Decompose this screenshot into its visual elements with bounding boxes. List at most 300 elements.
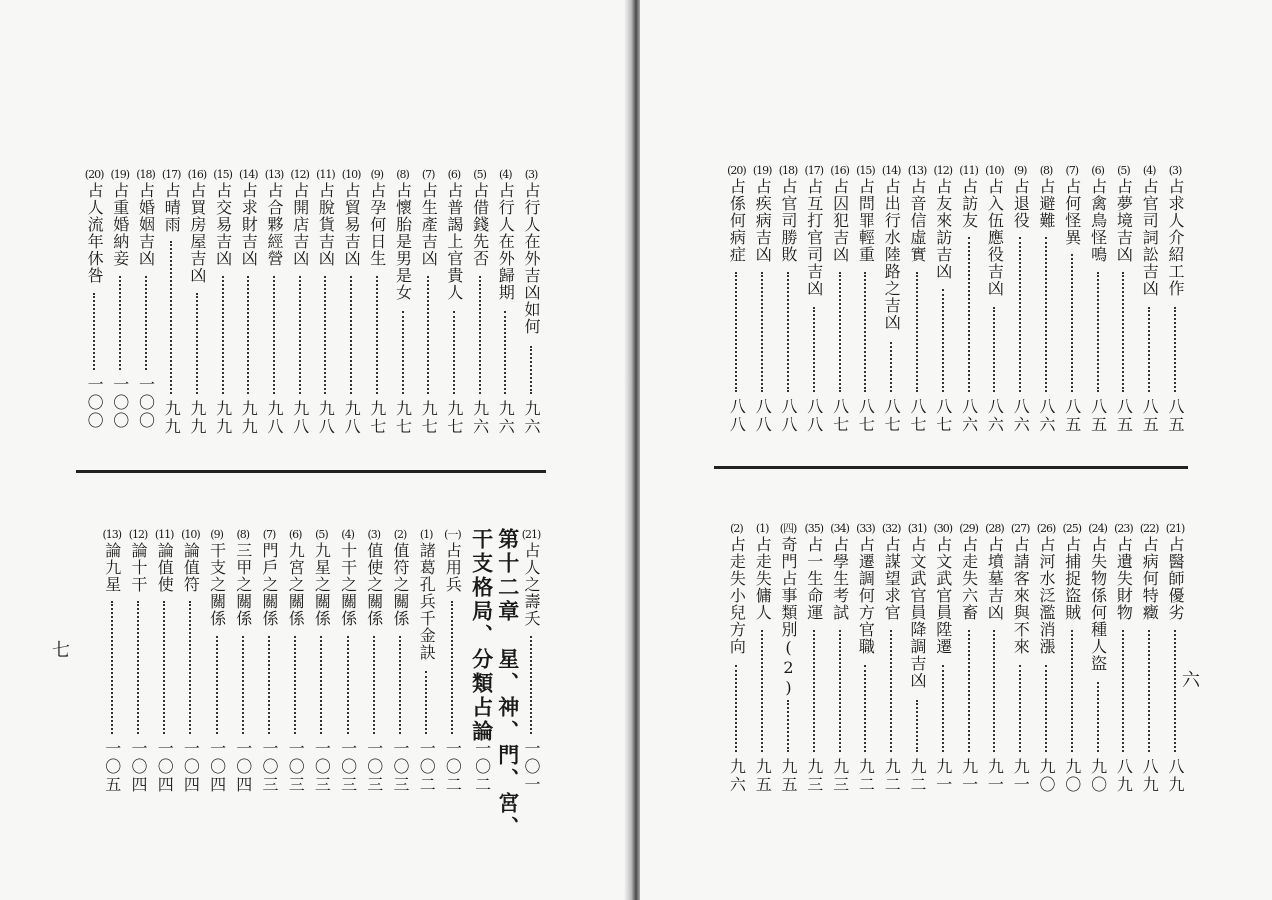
entry-number: (9) xyxy=(370,168,384,181)
entry-title: 占禽鳥怪鳴 xyxy=(1088,178,1108,263)
leader-dots xyxy=(1045,665,1047,753)
toc-entry xyxy=(880,522,902,806)
toc-entry xyxy=(751,164,773,446)
leader-dots xyxy=(968,237,970,393)
entry-title: 諸葛孔兵千金訣 xyxy=(417,542,437,661)
entry-number: (5) xyxy=(315,528,328,541)
entry-title: 占互打官司吉凶 xyxy=(804,178,824,297)
entry-page: 九六 xyxy=(496,400,516,436)
entry-title: 奇門占事類別(2) xyxy=(779,536,798,698)
toc-entry xyxy=(179,528,201,812)
entry-title: 三甲之關係 xyxy=(233,542,253,627)
entry-number: (11) xyxy=(959,164,978,177)
entry-page: 一〇二 xyxy=(417,740,437,794)
chapter-heading xyxy=(468,528,496,812)
entry-title: 占問罪輕重 xyxy=(856,178,876,263)
leader-dots xyxy=(1045,237,1047,393)
entry-title: 占行人在外吉凶如何 xyxy=(522,182,541,335)
chapter-heading xyxy=(494,528,522,840)
entry-title: 占疾病吉凶 xyxy=(753,178,773,263)
leader-dots xyxy=(1148,630,1150,753)
entry-title: 論值使 xyxy=(155,542,175,593)
entry-page: 一〇二 xyxy=(472,740,492,794)
entry-title: 占借錢先否 xyxy=(470,182,490,267)
entry-page: 八五 xyxy=(1166,398,1185,434)
entry-page: 九〇 xyxy=(1037,758,1056,794)
toc-entry xyxy=(310,528,332,812)
toc-entry xyxy=(880,164,902,446)
entry-title: 占學生考試 xyxy=(830,536,850,621)
entry-number: (4) xyxy=(341,528,354,541)
entry-page: 一〇二 xyxy=(443,740,463,794)
entry-page: 九八 xyxy=(290,400,310,436)
entry-number: (2) xyxy=(393,528,407,541)
entry-page: 九五 xyxy=(779,758,798,794)
toc-entry xyxy=(829,522,851,806)
toc-entry xyxy=(212,168,234,448)
toc-entry xyxy=(441,528,463,812)
entry-number: (6) xyxy=(1091,164,1104,177)
entry-title: 占遷調何方官職 xyxy=(856,536,876,655)
entry-number: (12) xyxy=(933,164,953,177)
entry-page: 九一 xyxy=(933,758,953,794)
toc-entry xyxy=(186,168,208,448)
toc-entry xyxy=(777,522,799,806)
leader-dots xyxy=(813,630,815,753)
leader-dots xyxy=(735,665,737,753)
entry-page: 八六 xyxy=(985,398,1005,434)
entry-number: (27) xyxy=(1010,522,1030,535)
leader-dots xyxy=(373,636,375,735)
toc-entry xyxy=(1087,164,1109,446)
toc-entry xyxy=(983,522,1005,806)
entry-title: 占失物係何種人盜 xyxy=(1088,536,1108,672)
entry-page: 九一 xyxy=(959,758,979,794)
leader-dots xyxy=(427,276,429,395)
entry-page: 九二 xyxy=(908,758,927,794)
entry-page: 八五 xyxy=(1140,398,1160,434)
leader-dots xyxy=(350,276,352,395)
toc-entry xyxy=(135,168,157,448)
toc-entry xyxy=(366,168,388,448)
entry-title: 占懷胎是男是女 xyxy=(393,182,413,301)
entry-page: 九〇 xyxy=(1062,758,1082,794)
entry-title: 占買房屋吉凶 xyxy=(187,182,207,284)
toc-entry xyxy=(469,168,491,448)
leader-dots xyxy=(145,276,147,371)
toc-entry xyxy=(1009,522,1031,806)
toc-entry xyxy=(109,168,131,448)
left-page xyxy=(0,0,632,900)
entry-number: (20) xyxy=(727,164,746,177)
toc-entry xyxy=(958,164,980,446)
entry-page: 一〇三 xyxy=(338,740,358,794)
toc-entry xyxy=(289,168,311,448)
leader-dots xyxy=(320,636,322,735)
entry-title: 占文武官員降調吉凶 xyxy=(908,536,927,689)
entry-page: 九三 xyxy=(804,758,824,794)
entry-page: 一〇三 xyxy=(391,740,410,794)
toc-entry xyxy=(494,168,516,448)
entry-number: (18) xyxy=(136,168,155,181)
entry-title: 九宮之關係 xyxy=(286,542,306,627)
entry-page: 八七 xyxy=(908,398,927,434)
leader-dots xyxy=(1071,630,1073,753)
entry-title: 占貿易吉凶 xyxy=(342,182,362,267)
toc-entry xyxy=(232,528,254,812)
entry-page: 八五 xyxy=(1088,398,1108,434)
entry-page: 一〇四 xyxy=(207,740,227,794)
entry-title: 論值符 xyxy=(181,542,201,593)
toc-entry xyxy=(83,168,105,448)
leader-dots xyxy=(425,671,427,735)
entry-title: 占遺失財物 xyxy=(1114,536,1134,621)
entry-page: 八七 xyxy=(856,398,876,434)
page-number: 六 xyxy=(1182,670,1200,691)
entry-number: (28) xyxy=(985,522,1004,535)
entry-number: (14) xyxy=(881,164,901,177)
toc-entry xyxy=(906,522,928,806)
toc-entry xyxy=(415,528,437,812)
entry-title: 占入伍應役吉凶 xyxy=(985,178,1005,297)
entry-page: 八七 xyxy=(882,398,902,434)
leader-dots xyxy=(93,293,95,370)
entry-page: 一〇五 xyxy=(102,740,122,794)
toc-entry xyxy=(1112,164,1134,446)
entry-title: 占用兵 xyxy=(443,542,463,593)
toc-entry xyxy=(389,528,411,812)
leader-dots xyxy=(968,630,970,753)
entry-title: 占一生命運 xyxy=(804,536,824,621)
entry-page: 九八 xyxy=(342,400,362,436)
leader-dots xyxy=(735,272,737,393)
toc-entry xyxy=(1138,522,1160,806)
entry-page: 八九 xyxy=(1114,758,1134,794)
toc-entry xyxy=(1164,522,1186,806)
entry-title: 占晴雨 xyxy=(162,182,182,233)
toc-entry xyxy=(751,522,773,806)
entry-title: 占合夥經營 xyxy=(265,182,284,267)
entry-page: 八六 xyxy=(959,398,979,434)
leader-dots xyxy=(479,276,481,395)
entry-number: (5) xyxy=(473,168,486,181)
entry-number: (13) xyxy=(264,168,284,181)
leader-dots xyxy=(376,276,378,395)
entry-title: 占友來訪吉凶 xyxy=(933,178,953,280)
entry-page: 九一 xyxy=(1011,758,1031,794)
entry-number: (19) xyxy=(110,168,130,181)
toc-entry xyxy=(777,164,799,446)
entry-title: 十干之關係 xyxy=(338,542,358,627)
toc-entry xyxy=(392,168,414,448)
toc-entry xyxy=(854,164,876,446)
leader-dots xyxy=(530,636,532,735)
entry-title: 占夢境吉凶 xyxy=(1114,178,1134,263)
entry-title: 占謀望求官 xyxy=(882,536,902,621)
toc-entry xyxy=(932,164,954,446)
entry-number: (17) xyxy=(161,168,181,181)
entry-number: (5) xyxy=(1117,164,1130,177)
entry-page: 一〇四 xyxy=(181,740,201,794)
entry-page: 一〇〇 xyxy=(110,376,130,430)
leader-dots xyxy=(530,346,532,395)
leader-dots xyxy=(119,276,121,371)
toc-entry xyxy=(983,164,1005,446)
toc-entry xyxy=(725,164,747,446)
entry-number: (四) xyxy=(779,522,797,535)
leader-dots xyxy=(1019,665,1021,753)
entry-page: 九六 xyxy=(470,400,490,436)
leader-dots xyxy=(189,601,191,735)
entry-page: 八九 xyxy=(1140,758,1160,794)
right-page xyxy=(640,0,1272,900)
entry-title: 占病何特癥 xyxy=(1140,536,1160,621)
entry-number: (35) xyxy=(804,522,824,535)
toc-entry xyxy=(340,168,362,448)
toc-entry xyxy=(1061,164,1083,446)
leader-dots xyxy=(890,630,892,753)
entry-title: 占求人介紹工作 xyxy=(1166,178,1185,297)
entry-page: 九二 xyxy=(882,758,902,794)
entry-number: (6) xyxy=(288,528,302,541)
entry-page: 九九 xyxy=(187,400,207,436)
entry-number: (31) xyxy=(907,522,927,535)
toc-entry xyxy=(237,168,259,448)
leader-dots xyxy=(347,636,349,735)
entry-number: (12) xyxy=(290,168,309,181)
toc-entry xyxy=(258,528,280,812)
entry-number: (9) xyxy=(210,528,223,541)
leader-dots xyxy=(299,276,301,395)
entry-page: 八九 xyxy=(1166,758,1185,794)
entry-number: (32) xyxy=(881,522,901,535)
toc-entry xyxy=(363,528,385,812)
entry-number: (4) xyxy=(1142,164,1156,177)
entry-page: 九三 xyxy=(830,758,850,794)
toc-entry xyxy=(337,528,359,812)
entry-title: 占醫師優劣 xyxy=(1166,536,1185,621)
leader-dots xyxy=(890,342,892,393)
entry-page: 九六 xyxy=(522,400,541,436)
entry-page: 一〇三 xyxy=(286,740,306,794)
entry-title: 占孕何日生 xyxy=(367,182,387,267)
leader-dots xyxy=(1122,630,1124,753)
entry-number: (3) xyxy=(524,168,538,181)
entry-title: 占普謁上官貴人 xyxy=(444,182,464,301)
chapter-title: 第十二章 星、神、門、宮、 xyxy=(495,528,521,840)
entry-page: 九八 xyxy=(265,400,284,436)
entry-title: 占避難 xyxy=(1037,178,1056,229)
entry-title: 占文武官員陞遷 xyxy=(933,536,953,655)
leader-dots xyxy=(294,636,296,735)
toc-entry xyxy=(263,168,285,448)
leader-dots xyxy=(399,636,401,735)
leader-dots xyxy=(163,601,165,735)
entry-page: 一〇三 xyxy=(364,740,384,794)
leader-dots xyxy=(451,601,453,735)
entry-title: 占求財吉凶 xyxy=(239,182,259,267)
entry-number: (15) xyxy=(213,168,232,181)
leader-dots xyxy=(247,276,249,395)
entry-title: 占官司勝敗 xyxy=(779,178,798,263)
entry-page: 八六 xyxy=(1011,398,1031,434)
leader-dots xyxy=(1097,272,1099,393)
entry-title: 占走失傭人 xyxy=(753,536,773,621)
entry-title: 占訪友 xyxy=(959,178,979,229)
leader-dots xyxy=(273,276,275,395)
toc-entry xyxy=(932,522,954,806)
entry-number: (1) xyxy=(755,522,769,535)
entry-page: 八六 xyxy=(1037,398,1056,434)
leader-dots xyxy=(1122,272,1124,393)
entry-number: (29) xyxy=(959,522,978,535)
entry-title: 占人流年休咎 xyxy=(85,182,105,284)
toc-entry xyxy=(160,168,182,448)
leader-dots xyxy=(864,272,866,393)
leader-dots xyxy=(942,289,944,392)
entry-title: 占交易吉凶 xyxy=(213,182,233,267)
leader-dots xyxy=(111,601,113,735)
entry-number: (7) xyxy=(421,168,435,181)
toc-entry xyxy=(443,168,465,448)
toc-entry xyxy=(1087,522,1109,806)
entry-number: (10) xyxy=(985,164,1004,177)
entry-page: 九七 xyxy=(393,400,413,436)
entry-page: 八八 xyxy=(779,398,798,434)
entry-page: 一〇一 xyxy=(522,740,541,794)
entry-title: 占請客來與不來 xyxy=(1011,536,1031,655)
leader-dots xyxy=(787,700,789,753)
entry-page: 八八 xyxy=(727,398,747,434)
entry-number: (11) xyxy=(316,168,335,181)
entry-title: 占人之壽夭 xyxy=(522,542,541,627)
entry-number: (10) xyxy=(341,168,361,181)
entry-number: (8) xyxy=(236,528,250,541)
entry-page: 九六 xyxy=(727,758,747,794)
entry-number: (24) xyxy=(1088,522,1107,535)
entry-page: 九七 xyxy=(419,400,439,436)
entry-number: (15) xyxy=(856,164,875,177)
toc-entry xyxy=(206,528,228,812)
leader-dots xyxy=(1097,682,1099,752)
leader-dots xyxy=(839,272,841,393)
entry-number: (3) xyxy=(1168,164,1182,177)
entry-page: 九七 xyxy=(444,400,464,436)
entry-page: 九七 xyxy=(367,400,387,436)
entry-number: (34) xyxy=(830,522,849,535)
toc-entry xyxy=(854,522,876,806)
toc-entry xyxy=(417,168,439,448)
entry-number: (19) xyxy=(752,164,772,177)
entry-number: (8) xyxy=(1039,164,1053,177)
leader-dots xyxy=(1174,307,1176,393)
leader-dots xyxy=(1174,630,1176,753)
leader-dots xyxy=(170,241,172,395)
entry-number: (11) xyxy=(154,528,174,541)
page-number: 七 xyxy=(52,640,70,661)
entry-number: (33) xyxy=(856,522,875,535)
entry-number: (一) xyxy=(444,528,461,541)
entry-title: 占退役 xyxy=(1011,178,1031,229)
entry-title: 值符之關係 xyxy=(391,542,410,627)
toc-entry xyxy=(101,528,123,812)
entry-title: 占走失六畜 xyxy=(959,536,979,621)
toc-entry xyxy=(958,522,980,806)
leader-dots xyxy=(137,601,139,735)
entry-number: (13) xyxy=(907,164,927,177)
toc-entry xyxy=(314,168,336,448)
entry-number: (3) xyxy=(367,528,381,541)
leader-dots xyxy=(324,276,326,395)
entry-page: 八七 xyxy=(933,398,953,434)
entry-title: 占生產吉凶 xyxy=(419,182,439,267)
leader-dots xyxy=(813,307,815,393)
toc-entry xyxy=(803,522,825,806)
leader-dots xyxy=(242,636,244,735)
leader-dots xyxy=(453,311,455,395)
entry-page: 九一 xyxy=(985,758,1005,794)
toc-entry xyxy=(284,528,306,812)
entry-page: 九九 xyxy=(213,400,233,436)
entry-title: 占河水泛濫消漲 xyxy=(1037,536,1056,655)
entry-title: 占出行水陸路之吉凶 xyxy=(882,178,902,331)
toc-entry xyxy=(127,528,149,812)
entry-page: 九九 xyxy=(162,400,182,436)
entry-title: 干支之關係 xyxy=(207,542,227,627)
entry-number: (21) xyxy=(521,528,541,541)
entry-number: (7) xyxy=(1065,164,1079,177)
entry-title: 值使之關係 xyxy=(364,542,384,627)
leader-dots xyxy=(993,307,995,393)
entry-title: 論十干 xyxy=(129,542,148,593)
toc-entry xyxy=(1138,164,1160,446)
entry-number: (25) xyxy=(1062,522,1082,535)
section-divider xyxy=(714,466,1188,469)
toc-entry xyxy=(1009,164,1031,446)
entry-title: 占走失小兒方向 xyxy=(727,536,747,655)
toc-entry xyxy=(520,168,542,448)
entry-page: 一〇三 xyxy=(312,740,332,794)
toc-entry xyxy=(1035,522,1057,806)
toc-entry xyxy=(520,528,542,812)
entry-number: (13) xyxy=(102,528,122,541)
entry-page: 一〇〇 xyxy=(85,376,105,430)
entry-title: 占脫貨吉凶 xyxy=(316,182,336,267)
leader-dots xyxy=(504,311,506,395)
entry-number: (22) xyxy=(1139,522,1159,535)
leader-dots xyxy=(916,700,918,753)
entry-page: 一〇四 xyxy=(155,740,175,794)
leader-dots xyxy=(761,272,763,393)
entry-page: 一〇三 xyxy=(260,740,279,794)
leader-dots xyxy=(1019,237,1021,393)
entry-page: 九〇 xyxy=(1088,758,1108,794)
leader-dots xyxy=(993,630,995,753)
toc-entry xyxy=(803,164,825,446)
entry-page: 八八 xyxy=(804,398,824,434)
section-divider xyxy=(76,470,546,473)
leader-dots xyxy=(222,276,224,395)
entry-number: (12) xyxy=(128,528,148,541)
entry-page: 一〇四 xyxy=(129,740,148,794)
entry-page: 一〇〇 xyxy=(136,376,156,430)
toc-entry xyxy=(1112,522,1134,806)
entry-number: (21) xyxy=(1165,522,1185,535)
leader-dots xyxy=(839,630,841,753)
entry-page: 八七 xyxy=(830,398,850,434)
entry-title: 九星之關係 xyxy=(312,542,332,627)
toc-entry xyxy=(1164,164,1186,446)
